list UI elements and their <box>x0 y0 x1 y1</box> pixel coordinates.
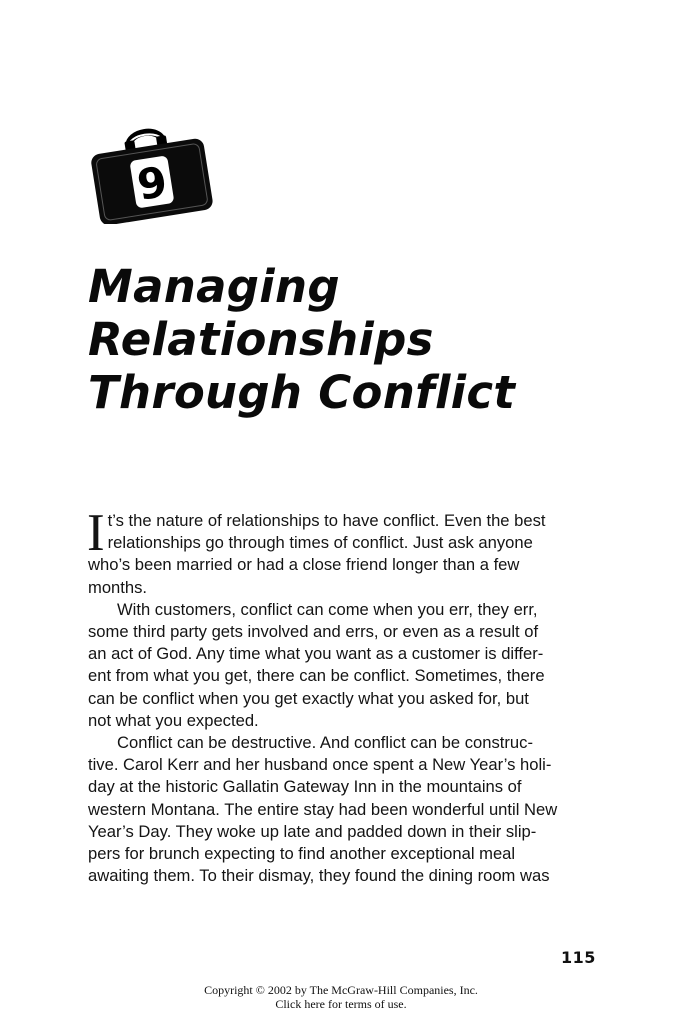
copyright-text: Copyright © 2002 by The McGraw-Hill Companies, Inc. <box>204 983 478 997</box>
body-line: day at the historic Gallatin Gateway Inn in the mountains of <box>88 777 522 797</box>
body-line: not what you expected. <box>88 710 259 730</box>
chapter-title <box>88 260 515 419</box>
body-text <box>87 504 588 887</box>
body-line: tive. Carol Kerr and her husband once spent a New Year’s holi- <box>88 755 552 775</box>
body-line: relationships go through times of conflict. Just ask anyone <box>107 533 533 553</box>
body-line: With customers, conflict can come when you err, they err, <box>117 599 538 619</box>
body-line: pers for brunch expecting to find another exceptional meal <box>88 844 516 864</box>
page-number: 115 <box>561 948 596 967</box>
terms-link[interactable]: Click here for terms of use. <box>275 997 407 1011</box>
chapter-title-line: Managing <box>88 260 340 313</box>
chapter-title-line: Through Conflict <box>88 366 516 419</box>
body-line: some third party gets involved and errs, or even as a result of <box>88 622 539 642</box>
chapter-title-line: Relationships <box>88 313 434 366</box>
body-line: months. <box>88 577 148 597</box>
body-line: t’s the nature of relationships to have conflict. Even the best <box>107 511 546 530</box>
drop-cap: I <box>87 504 105 562</box>
body-line: Conflict can be destructive. And conflict can be construc- <box>117 733 533 753</box>
copyright-footer <box>0 983 682 1011</box>
body-line: ent from what you get, there can be conflict. Sometimes, there <box>88 666 545 686</box>
chapter-briefcase-icon <box>86 116 216 224</box>
chapter-number: 9 <box>133 156 171 210</box>
body-line: an act of God. Any time what you want as a customer is differ- <box>88 644 544 664</box>
body-line: Year’s Day. They woke up late and padded down in their slip- <box>88 821 537 841</box>
body-line: western Montana. The entire stay had been wonderful until New <box>88 799 558 819</box>
body-line: can be conflict when you get exactly what you asked for, but <box>88 688 529 708</box>
body-line: who’s been married or had a close friend longer than a few <box>88 555 520 575</box>
body-line: awaiting them. To their dismay, they found the dining room was <box>88 866 550 886</box>
